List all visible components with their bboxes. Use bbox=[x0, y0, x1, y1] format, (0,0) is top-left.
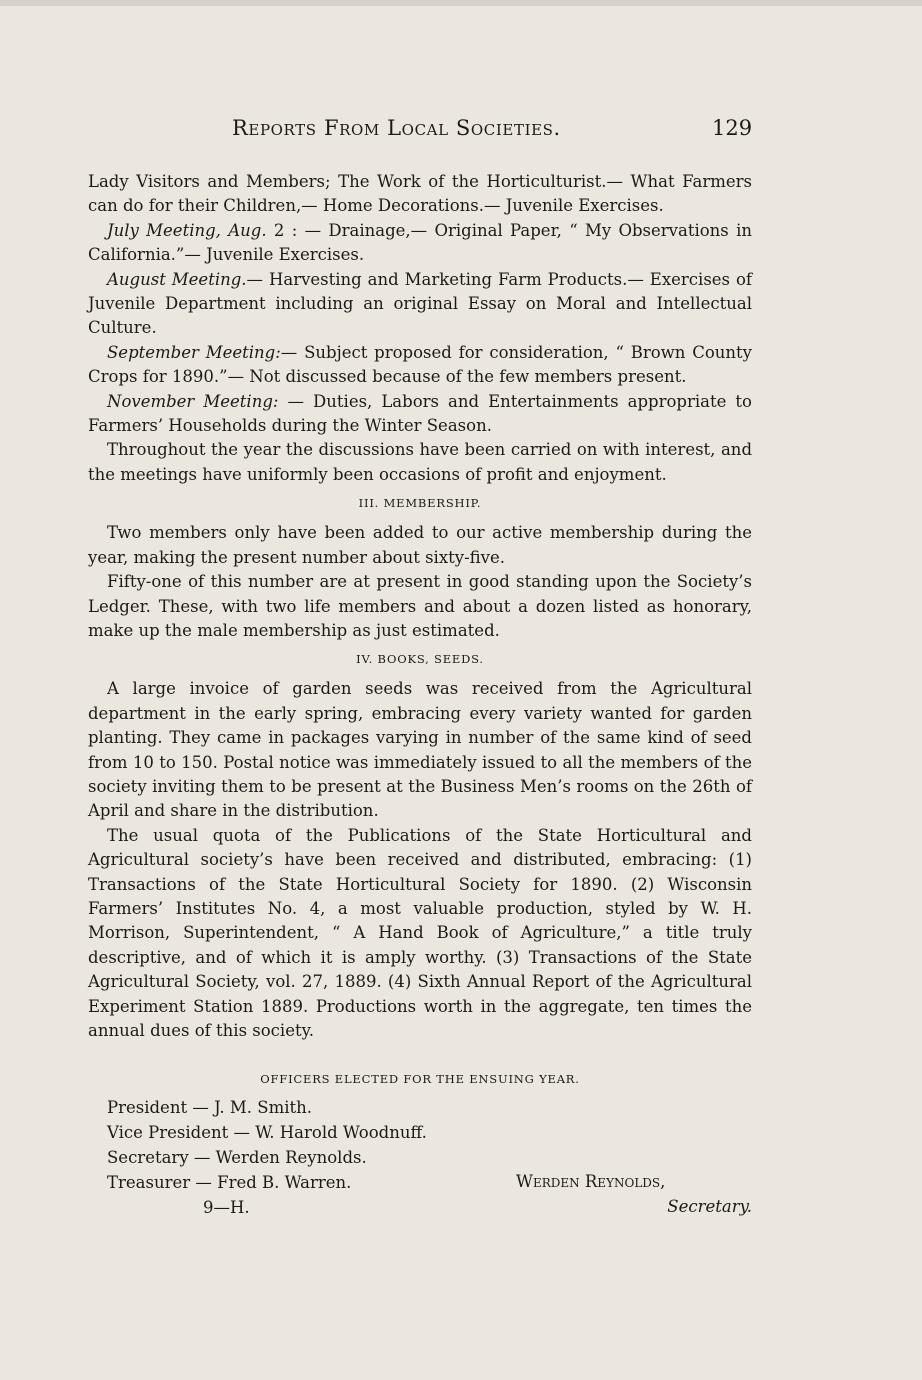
officer-president: President — J. M. Smith. bbox=[107, 1098, 313, 1118]
books-seeds-paragraph-2: The usual quota of the Publications of the State Horticultural and Agricultural society’s have been received and distributed, embracing: (1) Transactions of the State Horticultural Society for 1890. (2) Wisconsin Farmers’ Institutes No. 4, a most valuable production, styled by W. H. Morrison, Superintendent, “ A Hand Book of Agriculture,” a title truly descriptive, and of which it is amply worthy. (3) Transactions of the State Agricultural Society, vol. 27, 1889. (4) Sixth Annual Report of the Agricultural Experiment Station 1889. Productions worth in the aggregate, ten times the annual dues of this society. bbox=[88, 825, 752, 1040]
programme-intro: Lady Visitors and Members; The Work of the Horticulturist.— What Farmers can do for their Children,— Home Decorations.— Juvenile Exercises. bbox=[88, 172, 752, 216]
books-seeds-heading: IV. BOOKS, SEEDS. bbox=[356, 652, 484, 667]
membership-paragraph-1: Two members only have been added to our active membership during the year, making the present number about sixty-five. bbox=[88, 523, 752, 567]
membership-heading: III. MEMBERSHIP. bbox=[358, 496, 482, 511]
july-meeting-label: July Meeting, Aug. bbox=[107, 220, 267, 240]
september-meeting-text: — Subject proposed for consideration, “ Brown County Crops for 1890.”— Not discussed because of the few members present. bbox=[88, 342, 752, 387]
officers-heading: OFFICERS ELECTED FOR THE ENSUING YEAR. bbox=[260, 1072, 580, 1087]
officer-list bbox=[107, 1095, 527, 1220]
november-meeting-paragraph bbox=[88, 390, 752, 439]
september-meeting-label: September Meeting: bbox=[107, 342, 281, 362]
july-meeting-text: 2 : — Drainage,— Original Paper, “ My Observations in California.”— Juvenile Exercises. bbox=[88, 220, 752, 265]
books-seeds-paragraph-1: A large invoice of garden seeds was received from the Agricultural department in the early spring, embracing every variety wanted for garden planting. They came in packages varying in number of the same kind of seed from 10 to 150. Postal notice was immediately issued to all the members of the society inviting them to be present at the Business Men’s rooms on the 26th of April and share in the distribution. bbox=[88, 679, 752, 821]
august-meeting-text: — Harvesting and Marketing Farm Products.— Exercises of Juvenile Department including an original Essay on Moral and Intellectual Culture. bbox=[88, 269, 752, 338]
page-number: 129 bbox=[712, 116, 753, 140]
august-meeting-paragraph bbox=[88, 268, 752, 341]
officer-vice-president: Vice President — W. Harold Woodnuff. bbox=[107, 1123, 427, 1143]
november-meeting-label: November Meeting: bbox=[107, 391, 279, 411]
november-meeting-text: — Duties, Labors and Entertainments appropriate to Farmers’ Households during the Winter Season. bbox=[88, 391, 752, 436]
signed-name: Werden Reynolds, bbox=[516, 1172, 666, 1192]
august-meeting-label: August Meeting. bbox=[107, 269, 247, 289]
programme-closing: Throughout the year the discussions have been carried on with interest, and the meetings have uniformly been occasions of profit and enjoyment. bbox=[88, 440, 752, 484]
membership-paragraph-2: Fifty-one of this number are at present in good standing upon the Society’s Ledger. These, with two life members and about a dozen listed as honorary, make up the male membership as just estimated. bbox=[88, 572, 752, 640]
july-meeting-paragraph bbox=[88, 219, 752, 268]
officer-treasurer: Treasurer — Fred B. Warren. bbox=[107, 1173, 352, 1193]
top-edge bbox=[0, 0, 922, 6]
september-meeting-paragraph bbox=[88, 341, 752, 390]
signature-mark: 9—H. bbox=[203, 1198, 250, 1218]
running-head: Reports From Local Societies. bbox=[232, 116, 561, 140]
signed-title: Secretary. bbox=[667, 1197, 752, 1217]
body-text bbox=[88, 170, 752, 1218]
signature-block bbox=[516, 1169, 752, 1219]
officer-secretary: Secretary — Werden Reynolds. bbox=[107, 1148, 367, 1168]
officers-block bbox=[88, 1095, 752, 1218]
